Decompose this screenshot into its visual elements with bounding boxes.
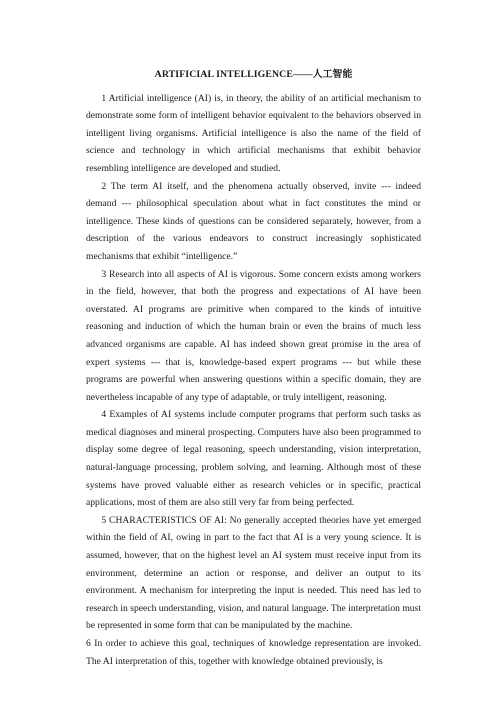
paragraph-4: 4 Examples of AI systems include computer programs that perform such tasks as medical diagnoses and mineral prospecting. Computers have also been programmed to display some degree of legal reasoning, speech understanding, vision interpretation, natural-language processing, problem solving, and learning. Although most of these systems have proved valuable either as research vehicles or in specific, practical applications, most of them are also still very far from being perfected. (86, 409, 421, 509)
paragraph-6: 6 In order to achieve this goal, techniques of knowledge representation are invoked. The AI interpretation of this, together with knowledge obtained previously, is (86, 638, 421, 667)
paragraph-3: 3 Research into all aspects of AI is vigorous. Some concern exists among workers in the field, however, that both the progress and expectations of AI have been overstated. AI programs are primitive when compared to the kinds of intuitive reasoning and induction of which the human brain or even the brains of much less advanced organisms are capable. AI has indeed shown great promise in the area of expert systems --- that is, knowledge-based expert programs --- but while these programs are powerful when answering questions within a specific domain, they are nevertheless incapable of any type of adaptable, or truly intelligent, reasoning. (86, 268, 421, 403)
document-title: ARTIFICIAL INTELLIGENCE——人工智能 (154, 69, 353, 80)
paragraph-2: 2 The term AI itself, and the phenomena actually observed, invite --- indeed demand --- philosophical speculation about what in fact constitutes the mind or intelligence. These kinds of questions can be considered separately, however, from a description of the various endeavors to construct increasingly sophisticated mechanisms that exhibit “intelligence.” (86, 180, 421, 262)
paragraph-1: 1 Artificial intelligence (AI) is, in theory, the ability of an artificial mechanism to demonstrate some form of intelligent behavior equivalent to the behaviors observed in intelligent living organisms. Artificial intelligence is also the name of the field of science and technology in which artificial mechanisms that exhibit behavior resembling intelligence are developed and studied. (86, 92, 421, 174)
document-page (86, 66, 421, 670)
paragraph-5: 5 CHARACTERISTICS OF AI: No generally accepted theories have yet emerged within the field of AI, owing in part to the fact that AI is a very young science. It is assumed, however, that on the highest level an AI system must receive input from its environment, determine an action or response, and deliver an output to its environment. A mechanism for interpreting the input is needed. This need has led to research in speech understanding, vision, and natural language. The interpretation must be represented in some form that can be manipulated by the machine. (86, 514, 421, 632)
